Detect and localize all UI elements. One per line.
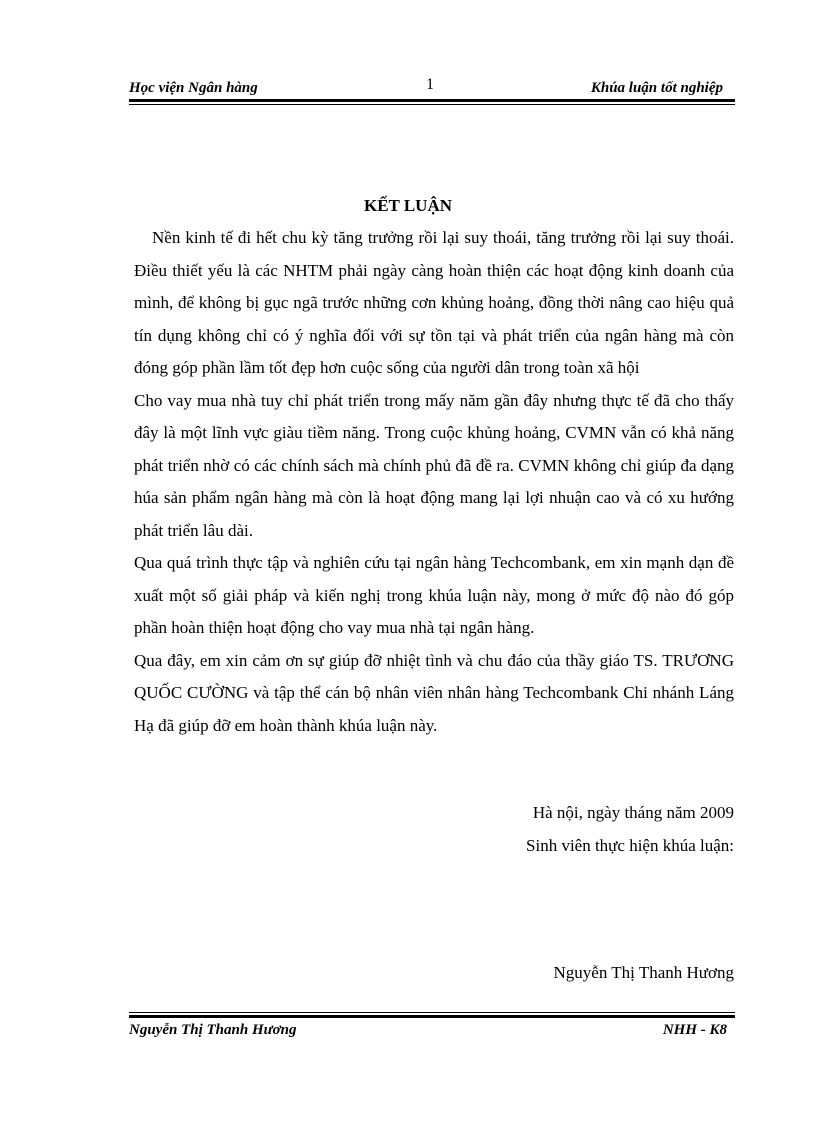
signature-name: Nguyễn Thị Thanh Hương [553, 963, 734, 982]
footer-class-code: NHH - K8 [662, 1022, 727, 1038]
body-text [134, 222, 734, 742]
header-rule-thin [129, 104, 735, 105]
page-title: KẾT LUẬN [363, 196, 452, 215]
footer-rule-thick [129, 1015, 735, 1018]
footer-author: Nguyễn Thị Thanh Hương [129, 1022, 297, 1038]
signature-role: Sinh viên thực hiện khúa luận: [526, 836, 734, 855]
paragraph-2: Cho vay mua nhà tuy chỉ phát triển trong mấy năm gần đây nhưng thực tế đã cho thấy đây là một lĩnh vực giàu tiềm năng. Trong cuộc khủng hoảng, CVMN vẫn có khả năng phát triển nhờ có các chính sách mà chính phủ đã đề ra. CVMN không chỉ giúp đa dạng húa sản phẩm ngân hàng mà còn là hoạt động mang lại lợi nhuận cao và có xu hướng phát triển lâu dài. [134, 390, 734, 540]
paragraph-3: Qua quá trình thực tập và nghiên cứu tại ngân hàng Techcombank, em xin mạnh dạn đề xuất một số giải pháp và kiến nghị trong khúa luận này, mong ở mức độ nào đó góp phần hoàn thiện hoạt động cho vay mua nhà tại ngân hàng. [134, 553, 734, 637]
header-document-type: Khúa luận tốt nghiệp [590, 80, 723, 96]
paragraph-4: Qua đây, em xin cảm ơn sự giúp đỡ nhiệt tình và chu đáo của thầy giáo TS. TRƯƠNG QUỐC CƯỜNG và tập thể cán bộ nhân viên nhân hàng Techcombank Chi nhánh Láng Hạ đã giúp đỡ em hoàn thành khúa luận này. [134, 650, 734, 735]
header-rule-thick [129, 99, 735, 102]
paragraph-1: Nền kinh tế đi hết chu kỳ tăng trưởng rồi lại suy thoái, tăng trưởng rồi lại suy thoái. Điều thiết yếu là các NHTM phải ngày càng hoàn thiện các hoạt động kinh doanh của mình, để không bị gục ngã trước những cơn khủng hoảng, đồng thời nâng cao hiệu quả tín dụng không chỉ có ý nghĩa đối với sự tồn tại và phát triển của ngân hàng mà còn đóng góp phần lầm tốt đẹp hơn cuộc sống của người dân trong toàn xã hội [134, 228, 734, 377]
signature-date: Hà nội, ngày tháng năm 2009 [532, 803, 734, 822]
footer-rule-thin [129, 1012, 735, 1013]
page-footer [129, 1022, 735, 1046]
page-number: 1 [426, 76, 434, 93]
header-institution: Học viện Ngân hàng [129, 80, 258, 96]
page-header [129, 76, 735, 100]
